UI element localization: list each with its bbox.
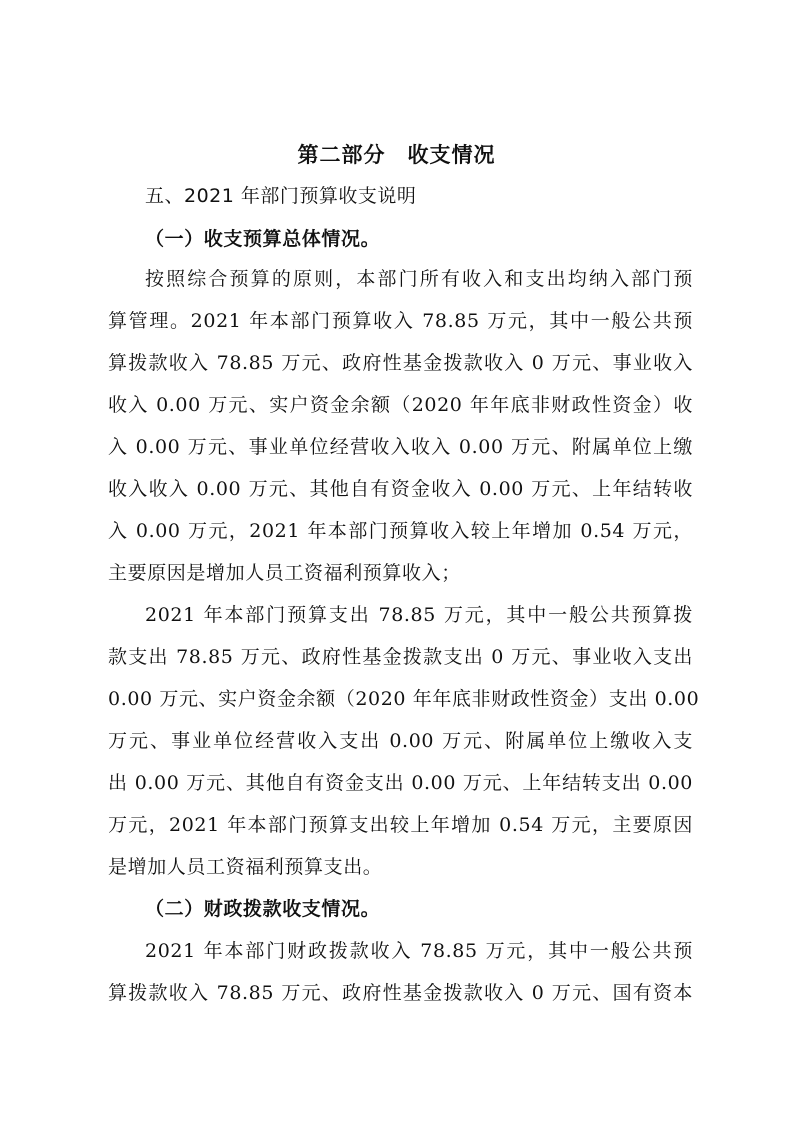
paragraph-line: 算拨款收入 78.85 万元、政府性基金拨款收入 0 万元、事业收入 bbox=[108, 352, 693, 374]
paragraph-line: 算拨款收入 78.85 万元、政府性基金拨款收入 0 万元、国有资本 bbox=[108, 982, 693, 1004]
paragraph-line: 收入 0.00 万元、实户资金余额（2020 年年底非财政性资金）收 bbox=[108, 394, 693, 416]
paragraph-line: 入 0.00 万元，2021 年本部门预算收入较上年增加 0.54 万元， bbox=[108, 520, 693, 542]
paragraph-line: 算管理。2021 年本部门预算收入 78.85 万元，其中一般公共预 bbox=[108, 310, 693, 332]
paragraph-line: 万元、事业单位经营收入支出 0.00 万元、附属单位上缴收入支 bbox=[108, 730, 693, 752]
paragraph-line: 2021 年本部门财政拨款收入 78.85 万元，其中一般公共预 bbox=[145, 940, 693, 962]
subsection-1-heading: （一）收支预算总体情况。 bbox=[145, 228, 381, 250]
paragraph-line: 收入收入 0.00 万元、其他自有资金收入 0.00 万元、上年结转收 bbox=[108, 478, 693, 500]
paragraph-line: 主要原因是增加人员工资福利预算收入； bbox=[108, 562, 461, 584]
section-heading: 五、2021 年部门预算收支说明 bbox=[145, 185, 417, 207]
paragraph-line: 0.00 万元、实户资金余额（2020 年年底非财政性资金）支出 0.00 bbox=[108, 688, 700, 710]
paragraph-line: 按照综合预算的原则，本部门所有收入和支出均纳入部门预 bbox=[145, 268, 693, 290]
paragraph-line: 入 0.00 万元、事业单位经营收入收入 0.00 万元、附属单位上缴 bbox=[108, 436, 693, 458]
part-title: 第二部分 收支情况 bbox=[297, 142, 496, 167]
paragraph-line: 款支出 78.85 万元、政府性基金拨款支出 0 万元、事业收入支出 bbox=[108, 646, 693, 668]
paragraph-line: 万元，2021 年本部门预算支出较上年增加 0.54 万元，主要原因 bbox=[108, 814, 693, 836]
paragraph-line: 2021 年本部门预算支出 78.85 万元，其中一般公共预算拨 bbox=[145, 604, 693, 626]
paragraph-line: 出 0.00 万元、其他自有资金支出 0.00 万元、上年结转支出 0.00 bbox=[108, 772, 693, 794]
subsection-2-heading: （二）财政拨款收支情况。 bbox=[145, 898, 381, 920]
paragraph-line: 是增加人员工资福利预算支出。 bbox=[108, 856, 383, 878]
